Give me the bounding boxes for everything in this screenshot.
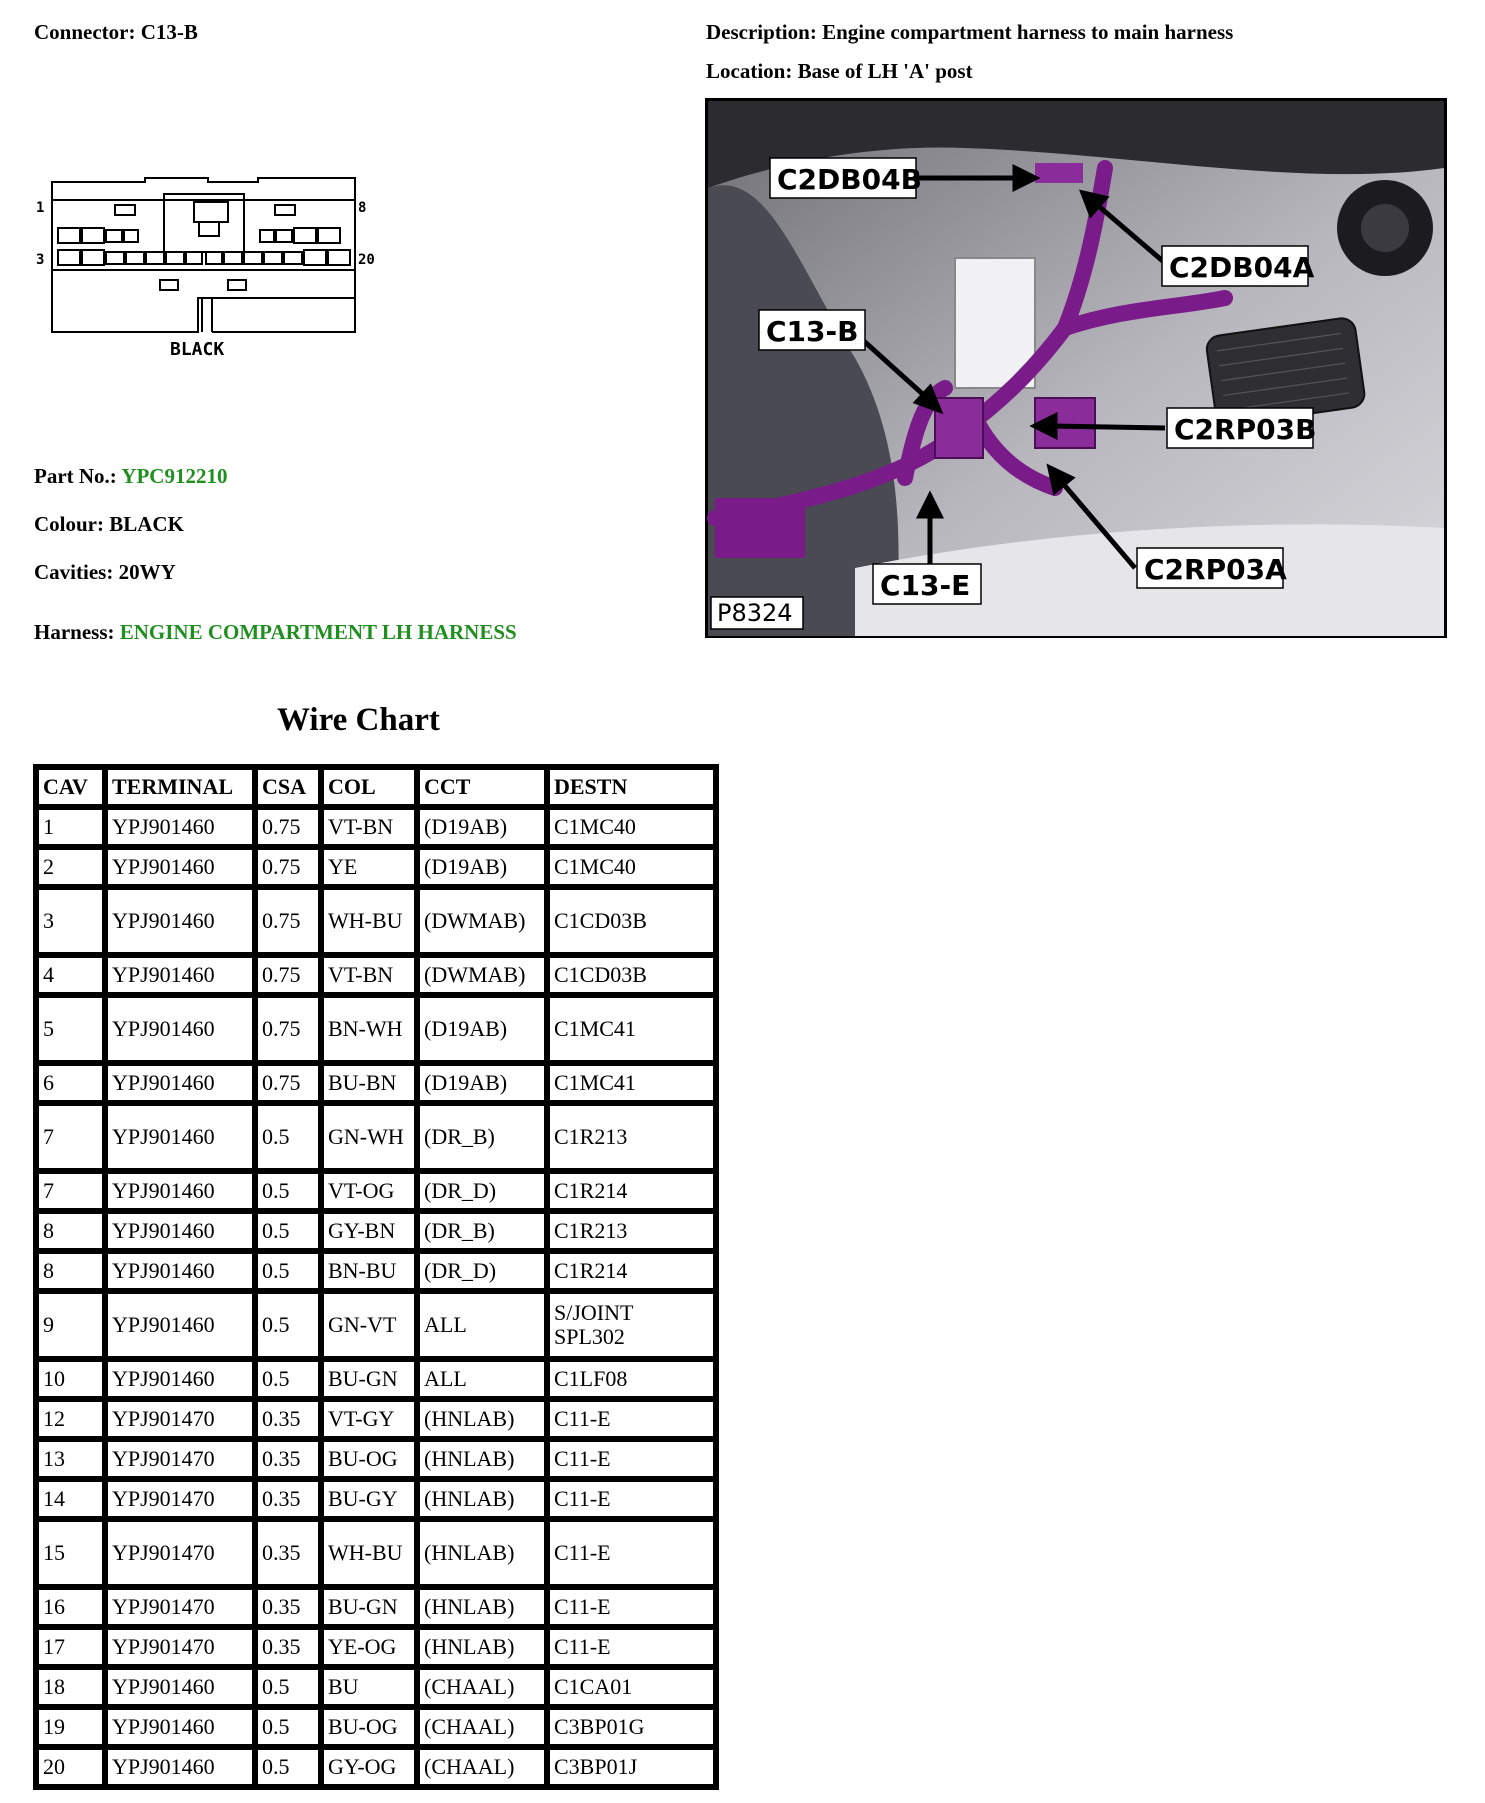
cell-col: VT-OG: [321, 1171, 417, 1211]
callout-c2rp03a: C2RP03A: [1144, 553, 1287, 586]
table-row: [36, 1439, 716, 1479]
cell-csa: 0.75: [255, 807, 321, 847]
cell-csa: 0.35: [255, 1587, 321, 1627]
cell-terminal: YPJ901460: [105, 847, 255, 887]
cavities-label: Cavities:: [34, 560, 114, 584]
col-header-terminal: TERMINAL: [105, 767, 255, 807]
cell-cct: (HNLAB): [417, 1519, 547, 1587]
cell-cct: (HNLAB): [417, 1587, 547, 1627]
cell-cav: 15: [36, 1519, 105, 1587]
colour-line: [34, 512, 184, 537]
cell-cav: 16: [36, 1587, 105, 1627]
cell-cav: 12: [36, 1399, 105, 1439]
cell-csa: 0.75: [255, 887, 321, 955]
cell-cct: (CHAAL): [417, 1747, 547, 1787]
cell-csa: 0.35: [255, 1519, 321, 1587]
part-number-link[interactable]: YPC912210: [121, 464, 228, 488]
cavities-line: [34, 560, 176, 585]
table-row: [36, 1747, 716, 1787]
col-header-destn: DESTN: [547, 767, 716, 807]
pin-label-top-left: 1: [36, 200, 45, 216]
table-row: [36, 1707, 716, 1747]
cell-terminal: YPJ901470: [105, 1587, 255, 1627]
cell-cct: (DR_D): [417, 1171, 547, 1211]
location-line: [706, 59, 973, 84]
harness-label: Harness:: [34, 620, 115, 644]
cell-csa: 0.35: [255, 1627, 321, 1667]
cell-destn: C1R214: [547, 1171, 716, 1211]
cell-csa: 0.5: [255, 1359, 321, 1399]
cell-cct: (DWMAB): [417, 955, 547, 995]
callout-c13-b: C13-B: [766, 315, 859, 348]
table-row: [36, 1171, 716, 1211]
cell-csa: 0.5: [255, 1291, 321, 1359]
cell-col: GN-VT: [321, 1291, 417, 1359]
cell-terminal: YPJ901470: [105, 1519, 255, 1587]
wire-chart-title: Wire Chart: [277, 702, 440, 738]
table-row: [36, 955, 716, 995]
cell-cav: 17: [36, 1627, 105, 1667]
cell-destn: C11-E: [547, 1587, 716, 1627]
cell-destn: C1R213: [547, 1103, 716, 1171]
cell-cav: 5: [36, 995, 105, 1063]
harness-line: [34, 620, 517, 645]
cell-cav: 18: [36, 1667, 105, 1707]
cell-col: BU-GN: [321, 1359, 417, 1399]
colour-value: BLACK: [109, 512, 184, 536]
connector-face-diagram: [30, 170, 390, 370]
cell-cct: (HNLAB): [417, 1439, 547, 1479]
cell-cct: (D19AB): [417, 1063, 547, 1103]
cell-csa: 0.5: [255, 1667, 321, 1707]
table-header-row: [36, 767, 716, 807]
cell-destn: C11-E: [547, 1439, 716, 1479]
pin-label-mid-left: 3: [36, 252, 45, 268]
table-row: [36, 847, 716, 887]
cell-csa: 0.35: [255, 1399, 321, 1439]
location-value: Base of LH 'A' post: [797, 59, 973, 83]
cell-col: VT-BN: [321, 955, 417, 995]
description-value: Engine compartment harness to main harness: [822, 20, 1234, 44]
cell-terminal: YPJ901460: [105, 1359, 255, 1399]
cell-col: YE: [321, 847, 417, 887]
cell-cct: (D19AB): [417, 807, 547, 847]
wire-chart-table: [33, 764, 719, 1790]
cell-cct: (D19AB): [417, 847, 547, 887]
table-row: [36, 1519, 716, 1587]
cell-col: YE-OG: [321, 1627, 417, 1667]
cell-cct: ALL: [417, 1291, 547, 1359]
cell-cct: (HNLAB): [417, 1479, 547, 1519]
location-photo: [705, 98, 1447, 638]
cell-cav: 13: [36, 1439, 105, 1479]
cell-cct: (DR_B): [417, 1211, 547, 1251]
cell-cav: 3: [36, 887, 105, 955]
cell-cav: 10: [36, 1359, 105, 1399]
cell-cct: (DR_B): [417, 1103, 547, 1171]
cell-destn: C1MC40: [547, 807, 716, 847]
cell-col: BU-GN: [321, 1587, 417, 1627]
connector-label: Connector:: [34, 20, 136, 44]
cell-col: VT-BN: [321, 807, 417, 847]
cell-destn: C11-E: [547, 1399, 716, 1439]
cell-terminal: YPJ901470: [105, 1627, 255, 1667]
cell-col: BU-OG: [321, 1439, 417, 1479]
cell-cav: 19: [36, 1707, 105, 1747]
cell-col: BN-BU: [321, 1251, 417, 1291]
photo-ref-label: P8324: [717, 599, 793, 627]
part-label: Part No.:: [34, 464, 117, 488]
cell-destn: C1MC40: [547, 847, 716, 887]
cell-terminal: YPJ901460: [105, 1707, 255, 1747]
table-row: [36, 1479, 716, 1519]
cell-csa: 0.5: [255, 1171, 321, 1211]
cell-terminal: YPJ901460: [105, 887, 255, 955]
callout-c13-e: C13-E: [880, 569, 971, 602]
cell-cav: 8: [36, 1251, 105, 1291]
cell-terminal: YPJ901460: [105, 1747, 255, 1787]
cell-cct: (HNLAB): [417, 1399, 547, 1439]
table-row: [36, 1103, 716, 1171]
table-row: [36, 995, 716, 1063]
cell-col: WH-BU: [321, 1519, 417, 1587]
cell-terminal: YPJ901460: [105, 1251, 255, 1291]
description-label: Description:: [706, 20, 817, 44]
connector-line: [34, 20, 198, 45]
face-colour-label: BLACK: [170, 339, 225, 360]
cell-col: BU-OG: [321, 1707, 417, 1747]
callout-c2db04a: C2DB04A: [1169, 251, 1315, 284]
cavities-value: 20WY: [118, 560, 176, 584]
cell-terminal: YPJ901460: [105, 1063, 255, 1103]
cell-cav: 7: [36, 1103, 105, 1171]
cell-cct: (CHAAL): [417, 1707, 547, 1747]
callout-c2rp03b: C2RP03B: [1174, 413, 1317, 446]
cell-destn: C1CA01: [547, 1667, 716, 1707]
cell-csa: 0.75: [255, 847, 321, 887]
colour-label: Colour:: [34, 512, 104, 536]
col-header-cct: CCT: [417, 767, 547, 807]
cell-cav: 6: [36, 1063, 105, 1103]
table-row: [36, 1251, 716, 1291]
part-line: [34, 464, 227, 489]
cell-cct: (CHAAL): [417, 1667, 547, 1707]
cell-col: BU-GY: [321, 1479, 417, 1519]
cell-col: BU: [321, 1667, 417, 1707]
cell-cct: ALL: [417, 1359, 547, 1399]
cell-terminal: YPJ901460: [105, 995, 255, 1063]
cell-cav: 1: [36, 807, 105, 847]
cell-destn: C1R213: [547, 1211, 716, 1251]
harness-link[interactable]: ENGINE COMPARTMENT LH HARNESS: [119, 620, 517, 644]
table-row: [36, 1667, 716, 1707]
table-row: [36, 807, 716, 847]
cell-col: GY-BN: [321, 1211, 417, 1251]
cell-terminal: YPJ901460: [105, 1291, 255, 1359]
col-header-cav: CAV: [36, 767, 105, 807]
cell-cav: 2: [36, 847, 105, 887]
cell-terminal: YPJ901460: [105, 1667, 255, 1707]
table-row: [36, 1627, 716, 1667]
cell-terminal: YPJ901460: [105, 1103, 255, 1171]
table-row: [36, 1063, 716, 1103]
table-row: [36, 1359, 716, 1399]
table-row: [36, 887, 716, 955]
cell-terminal: YPJ901460: [105, 1171, 255, 1211]
col-header-csa: CSA: [255, 767, 321, 807]
cell-col: BN-WH: [321, 995, 417, 1063]
cell-destn: C1MC41: [547, 995, 716, 1063]
cell-csa: 0.5: [255, 1103, 321, 1171]
cell-destn: C11-E: [547, 1519, 716, 1587]
cell-cav: 20: [36, 1747, 105, 1787]
table-row: [36, 1587, 716, 1627]
cell-destn: C1R214: [547, 1251, 716, 1291]
connector-value: C13-B: [140, 20, 198, 44]
wire-chart-body: [36, 807, 716, 1787]
callout-c2db04b: C2DB04B: [777, 163, 922, 196]
cell-terminal: YPJ901460: [105, 955, 255, 995]
cell-col: WH-BU: [321, 887, 417, 955]
cell-terminal: YPJ901460: [105, 1211, 255, 1251]
location-label: Location:: [706, 59, 793, 83]
cell-cct: (DR_D): [417, 1251, 547, 1291]
cell-col: GY-OG: [321, 1747, 417, 1787]
cell-destn: C1CD03B: [547, 955, 716, 995]
cell-cav: 8: [36, 1211, 105, 1251]
pin-label-mid-right: 20: [358, 252, 375, 268]
table-row: [36, 1291, 716, 1359]
cell-terminal: YPJ901460: [105, 807, 255, 847]
cell-destn: S/JOINT SPL302: [547, 1291, 716, 1359]
cell-destn: C11-E: [547, 1479, 716, 1519]
cell-csa: 0.5: [255, 1211, 321, 1251]
cell-cct: (HNLAB): [417, 1627, 547, 1667]
cell-destn: C1LF08: [547, 1359, 716, 1399]
cell-csa: 0.5: [255, 1251, 321, 1291]
cell-terminal: YPJ901470: [105, 1399, 255, 1439]
cell-csa: 0.5: [255, 1747, 321, 1787]
table-row: [36, 1399, 716, 1439]
cell-csa: 0.35: [255, 1479, 321, 1519]
description-line: [706, 20, 1233, 45]
cell-destn: C1MC41: [547, 1063, 716, 1103]
cell-cav: 4: [36, 955, 105, 995]
cell-terminal: YPJ901470: [105, 1439, 255, 1479]
cell-terminal: YPJ901470: [105, 1479, 255, 1519]
cell-col: GN-WH: [321, 1103, 417, 1171]
cell-destn: C3BP01J: [547, 1747, 716, 1787]
cell-cav: 14: [36, 1479, 105, 1519]
cell-csa: 0.75: [255, 995, 321, 1063]
cell-destn: C3BP01G: [547, 1707, 716, 1747]
cell-cct: (DWMAB): [417, 887, 547, 955]
table-row: [36, 1211, 716, 1251]
col-header-col: COL: [321, 767, 417, 807]
cell-cav: 9: [36, 1291, 105, 1359]
cell-col: BU-BN: [321, 1063, 417, 1103]
cell-destn: C1CD03B: [547, 887, 716, 955]
cell-csa: 0.75: [255, 955, 321, 995]
cell-col: VT-GY: [321, 1399, 417, 1439]
cell-cct: (D19AB): [417, 995, 547, 1063]
pin-label-top-right: 8: [358, 200, 367, 216]
cell-destn: C11-E: [547, 1627, 716, 1667]
cell-csa: 0.75: [255, 1063, 321, 1103]
cell-cav: 7: [36, 1171, 105, 1211]
cell-csa: 0.5: [255, 1707, 321, 1747]
cell-csa: 0.35: [255, 1439, 321, 1479]
